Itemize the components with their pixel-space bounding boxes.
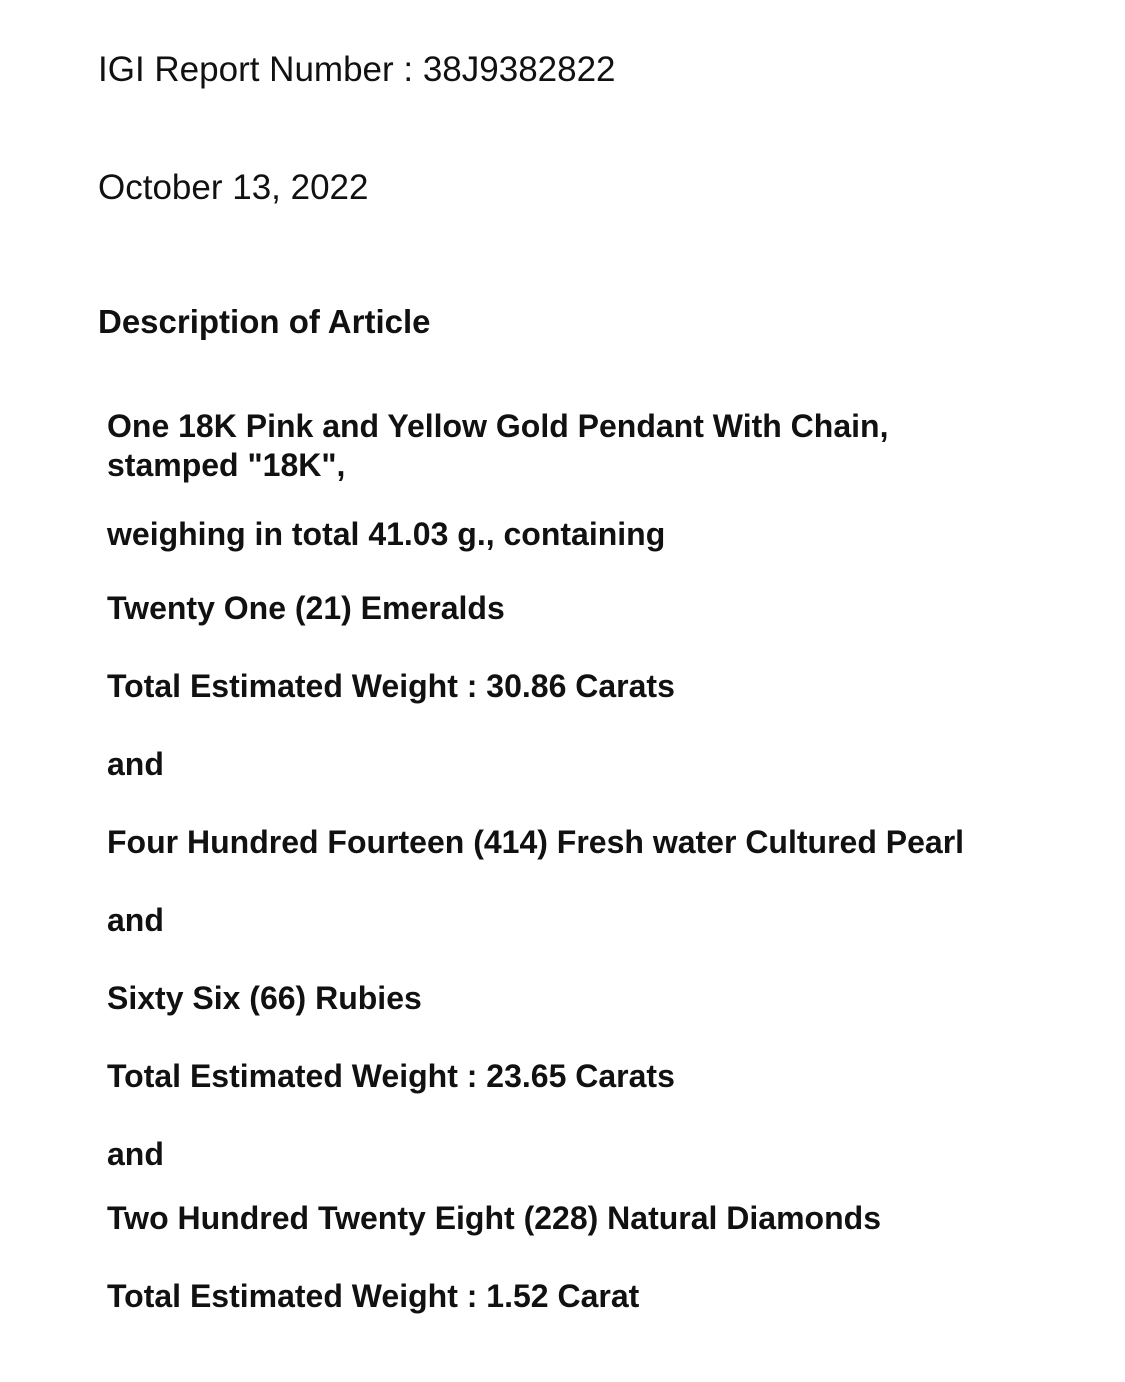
description-line-weight: weighing in total 41.03 g., containing [107, 516, 666, 552]
description-line-stamp: stamped "18K", [107, 447, 346, 483]
report-date: October 13, 2022 [98, 168, 369, 207]
description-line-diamonds: Two Hundred Twenty Eight (228) Natural Diamonds [107, 1200, 881, 1236]
description-line-article: One 18K Pink and Yellow Gold Pendant With Chain, [107, 408, 889, 444]
description-line-diamond-weight: Total Estimated Weight : 1.52 Carat [107, 1278, 640, 1314]
report-number: IGI Report Number : 38J9382822 [98, 50, 616, 89]
description-line-rubies: Sixty Six (66) Rubies [107, 980, 422, 1016]
description-line-and: and [107, 902, 164, 938]
description-line-ruby-weight: Total Estimated Weight : 23.65 Carats [107, 1058, 675, 1094]
description-line-and: and [107, 746, 164, 782]
section-heading: Description of Article [98, 303, 431, 340]
description-line-emeralds: Twenty One (21) Emeralds [107, 590, 505, 626]
description-line-pearls: Four Hundred Fourteen (414) Fresh water Cultured Pearl [107, 824, 965, 860]
description-line-and: and [107, 1136, 164, 1172]
description-line-emerald-weight: Total Estimated Weight : 30.86 Carats [107, 668, 675, 704]
